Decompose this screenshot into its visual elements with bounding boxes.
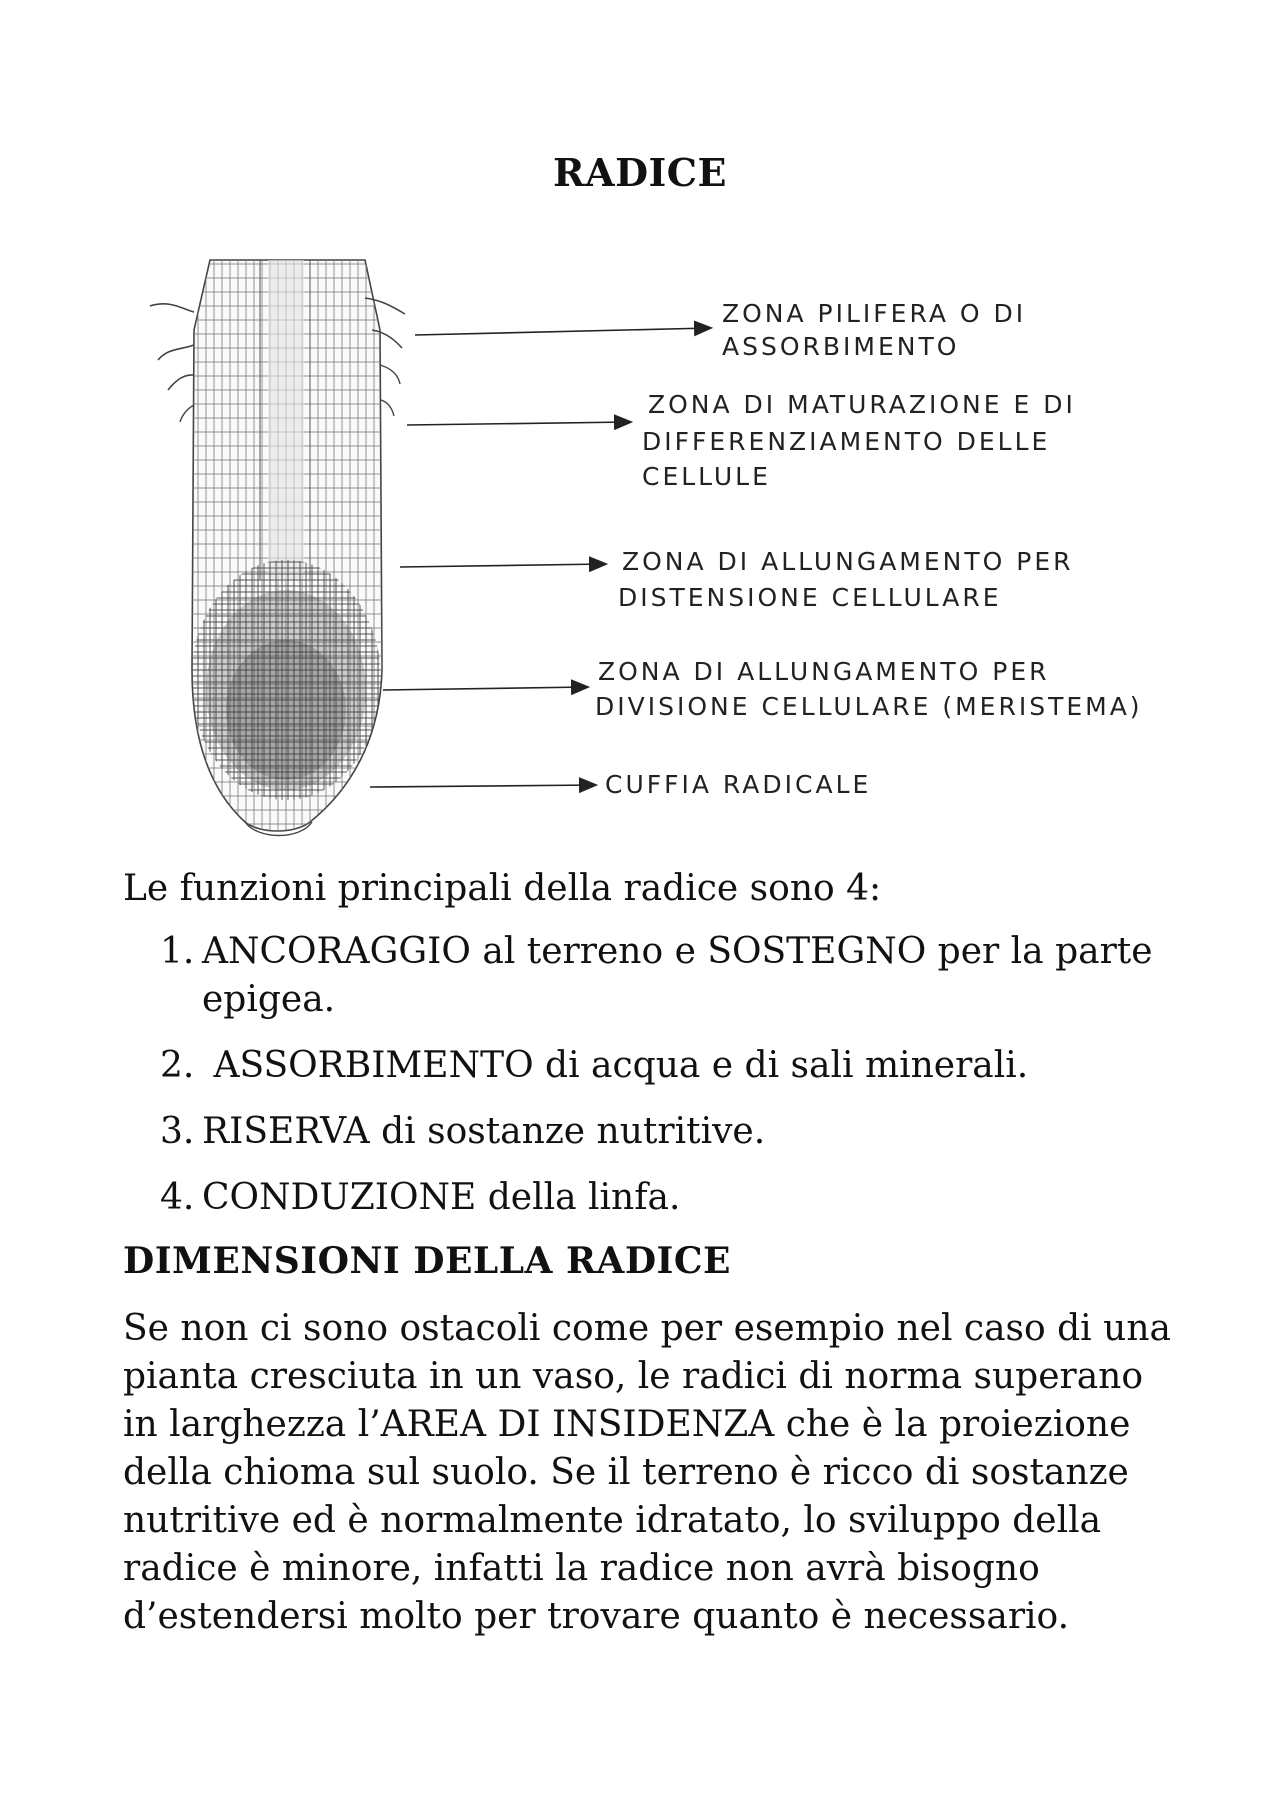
functions-intro: Le funzioni principali della radice sono 4: bbox=[123, 868, 882, 909]
zone3-label-line1: ZONA DI ALLUNGAMENTO PER bbox=[622, 547, 1074, 576]
body-paragraph: Se non ci sono ostacoli come per esempio nel caso di una pianta cresciuta in un vaso, le radici di norma superano in larghezza l’AREA DI INSIDENZA che è la proiezione della chioma sul suolo. Se il terreno è ricco di sostanze nutritive ed è normalmente idratato, lo sviluppo della radice è minore, infatti la radice non avrà bisogno d’estendersi molto per trovare quanto è necessario. bbox=[123, 1308, 1171, 1637]
list-item bbox=[160, 1174, 1160, 1222]
zone3-arrow bbox=[400, 564, 605, 567]
zone2-label-line1: ZONA DI MATURAZIONE E DI bbox=[648, 390, 1076, 419]
list-item bbox=[160, 1042, 1160, 1090]
zone1-label-line2: ASSORBIMENTO bbox=[722, 332, 960, 361]
zone2-label-line2: DIFFERENZIAMENTO DELLE bbox=[642, 427, 1051, 456]
section-heading: DIMENSIONI DELLA RADICE bbox=[123, 1240, 731, 1282]
list-item bbox=[160, 928, 1160, 1024]
list-item bbox=[160, 1108, 1160, 1156]
zone2-arrow bbox=[407, 422, 630, 425]
zone5-arrow bbox=[370, 785, 595, 787]
list-item-text: CONDUZIONE della linfa. bbox=[202, 1177, 681, 1218]
zone4-label-line2: DIVISIONE CELLULARE (MERISTEMA) bbox=[595, 692, 1143, 721]
list-item-number: 1. bbox=[160, 931, 195, 972]
list-item-number: 2. bbox=[160, 1045, 195, 1086]
list-item-text: RISERVA di sostanze nutritive. bbox=[202, 1111, 766, 1152]
root-diagram bbox=[150, 250, 1150, 860]
list-item-number: 4. bbox=[160, 1177, 195, 1218]
zone3-label-line2: DISTENSIONE CELLULARE bbox=[618, 583, 1002, 612]
list-item-text: ANCORAGGIO al terreno e SOSTEGNO per la parte epigea. bbox=[202, 931, 1153, 1020]
zone2-label-line3: CELLULE bbox=[642, 462, 771, 491]
zone1-label-line1: ZONA PILIFERA O DI bbox=[722, 299, 1027, 328]
zone4-label-line1: ZONA DI ALLUNGAMENTO PER bbox=[598, 657, 1050, 686]
page-title: RADICE bbox=[553, 150, 727, 195]
zone1-arrow bbox=[415, 328, 710, 335]
zone4-arrow bbox=[383, 687, 587, 690]
list-item-text: ASSORBIMENTO di acqua e di sali minerali. bbox=[202, 1045, 1029, 1086]
zone5-label-line1: CUFFIA RADICALE bbox=[605, 770, 872, 799]
list-item-number: 3. bbox=[160, 1111, 195, 1152]
root-tip-illustration bbox=[150, 250, 405, 850]
root-diagram-svg bbox=[150, 250, 1150, 860]
functions-list bbox=[160, 928, 1160, 1240]
